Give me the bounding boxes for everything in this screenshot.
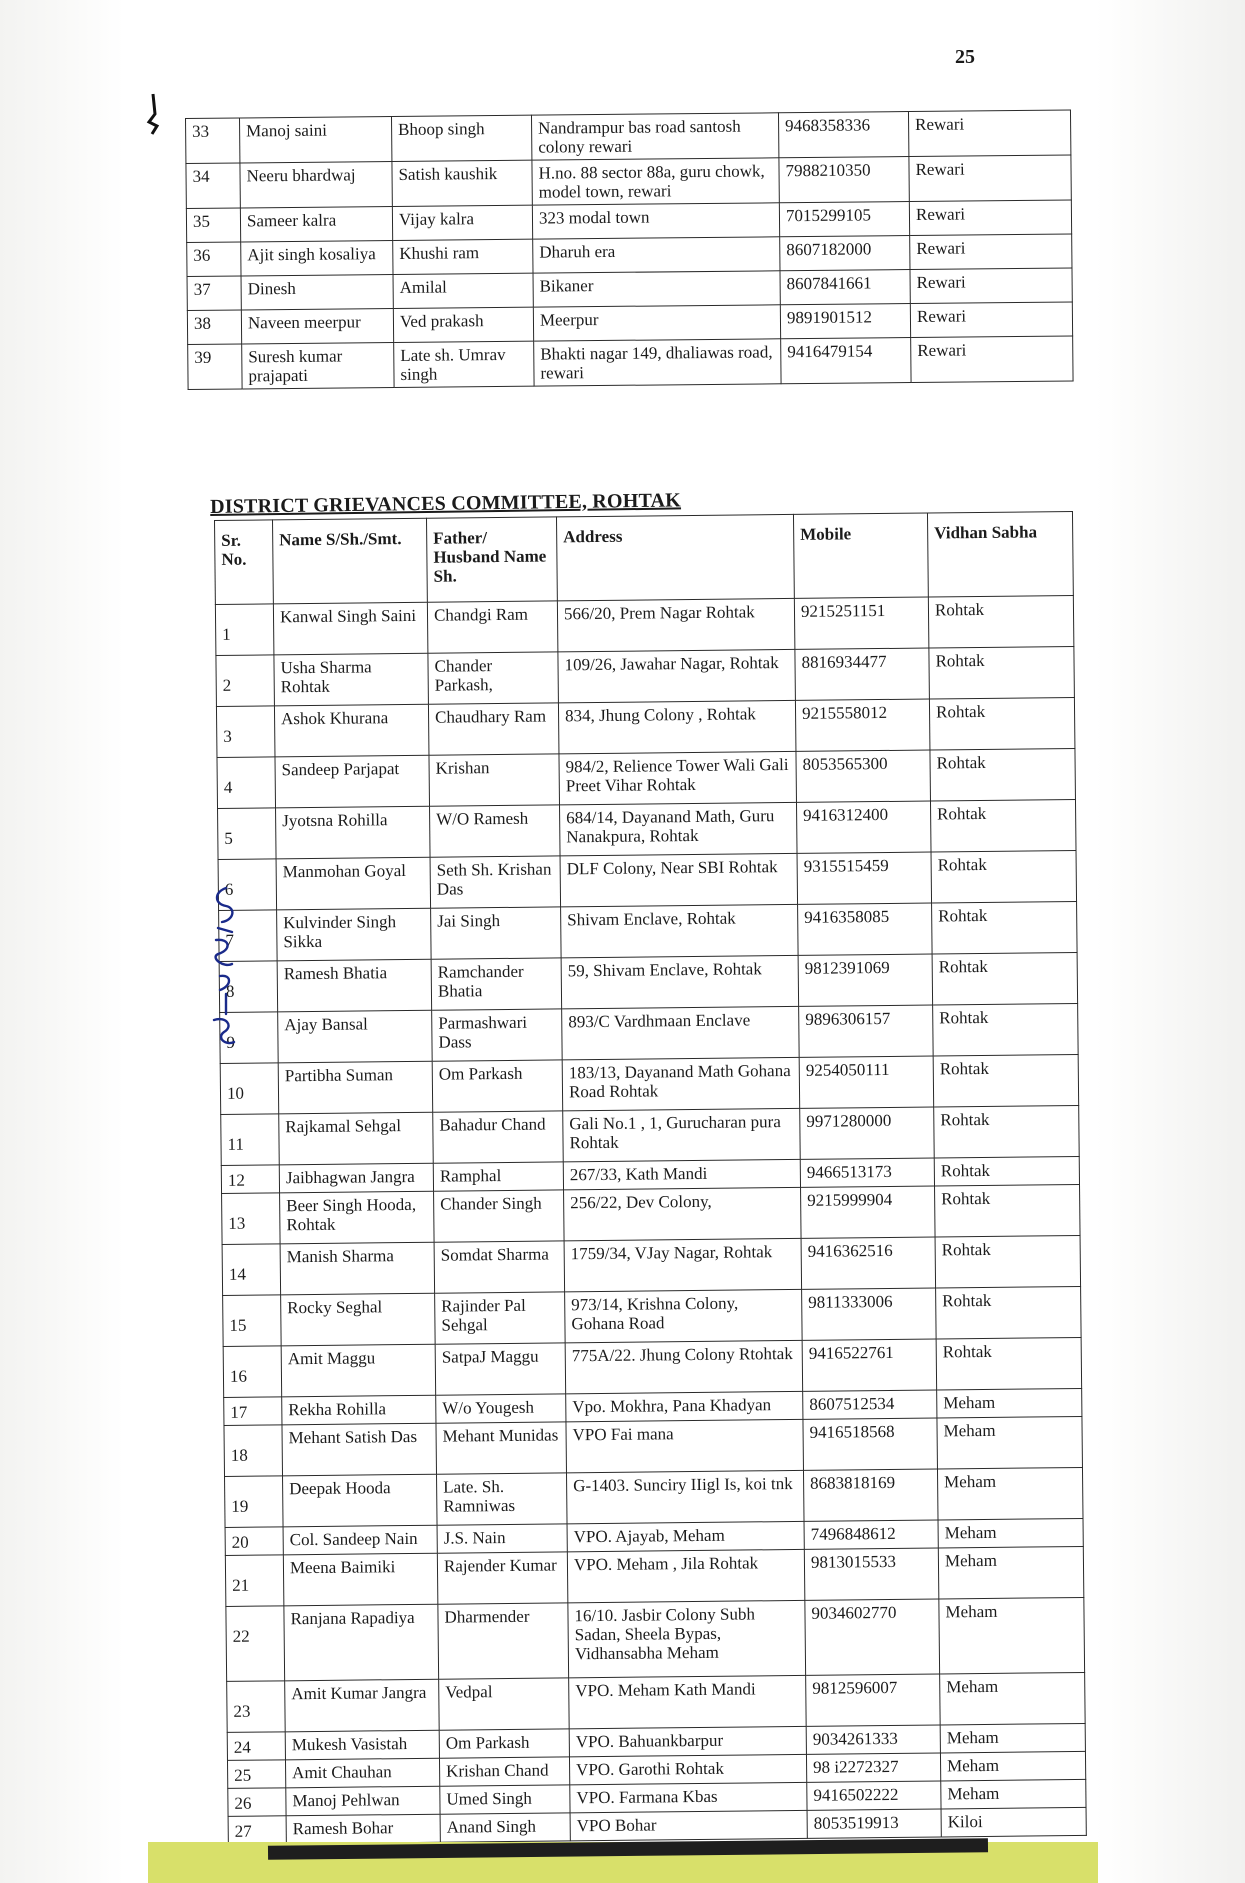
cell-name: Col. Sandeep Nain [283, 1525, 437, 1555]
table-row [225, 1546, 1083, 1606]
cell-mobile: 9215999904 [801, 1186, 936, 1238]
cell-vidhan: Rohtak [936, 1286, 1082, 1339]
cell-vidhan: Rewari [908, 110, 1070, 157]
cell-father: Ved prakash [393, 307, 533, 342]
cell-vidhan: Rewari [911, 336, 1073, 383]
cell-father: Om Parkash [432, 1060, 563, 1112]
cell-vidhan: Rewari [909, 200, 1071, 236]
cell-mobile: 9034602770 [805, 1599, 940, 1675]
cell-sr: 19 [225, 1476, 284, 1528]
cell-sr: 26 [228, 1788, 286, 1817]
cell-name: Ajit singh kosaliya [241, 241, 393, 276]
cell-name: Rajkamal Sehgal [279, 1112, 434, 1165]
cell-vidhan: Rohtak [935, 1235, 1081, 1288]
cell-name: Manish Sharma [280, 1242, 435, 1295]
table-row [223, 1286, 1081, 1346]
cell-mobile: 9811333006 [802, 1288, 937, 1340]
cell-mobile: 7988210350 [779, 157, 909, 203]
cell-father: Chandgi Ram [427, 601, 558, 653]
cell-sr: 7 [219, 910, 278, 962]
cell-sr: 3 [216, 706, 275, 758]
cell-name: Meena Baimiki [283, 1553, 438, 1606]
cell-address: H.no. 88 sector 88a, guru chowk, model town, rewari [532, 158, 779, 205]
cell-sr: 18 [224, 1425, 283, 1477]
cell-father: Bhoop singh [391, 115, 531, 161]
staple-mark-icon [143, 92, 163, 136]
cell-sr: 10 [220, 1063, 279, 1115]
cell-mobile: 8683818169 [803, 1469, 938, 1521]
cell-father: Vedpal [439, 1678, 570, 1730]
cell-name: Beer Singh Hooda, Rohtak [280, 1191, 435, 1244]
table-row [218, 799, 1076, 859]
table-row [218, 850, 1076, 910]
cell-father: Anand Singh [440, 1813, 570, 1842]
cell-vidhan: Meham [941, 1779, 1086, 1809]
cell-address: VPO. Bahuankbarpur [569, 1726, 806, 1756]
cell-vidhan: Meham [940, 1672, 1086, 1725]
cell-father: Chander Parkash, [428, 652, 559, 704]
cell-mobile: 9034261333 [806, 1725, 940, 1754]
cell-vidhan: Meham [937, 1388, 1082, 1418]
cell-father: Krishan [429, 754, 560, 806]
cell-mobile: 8053519913 [807, 1809, 941, 1838]
cell-vidhan: Rohtak [935, 1184, 1081, 1237]
cell-vidhan: Rohtak [930, 748, 1076, 801]
cell-father: Chaudhary Ram [428, 703, 559, 755]
cell-father: Jai Singh [431, 907, 562, 959]
handwritten-signature [196, 880, 242, 1050]
cell-sr: 27 [228, 1816, 286, 1845]
header-father: Father/ Husband Name Sh. [426, 517, 557, 602]
cell-mobile: 9416502222 [807, 1781, 941, 1810]
cell-father: Krishan Chand [439, 1757, 569, 1786]
cell-vidhan: Rohtak [932, 901, 1078, 954]
cell-sr: 36 [187, 242, 241, 277]
table-row [216, 697, 1074, 757]
cell-father: Somdat Sharma [434, 1241, 565, 1293]
cell-mobile: 9416358085 [798, 903, 933, 955]
cell-father: J.S. Nain [437, 1524, 567, 1553]
page-number: 25 [955, 46, 975, 68]
cell-sr: 33 [186, 118, 240, 164]
cell-name: Jaibhagwan Jangra [279, 1163, 433, 1193]
cell-sr: 1 [215, 604, 274, 656]
cell-mobile: 9416479154 [781, 338, 911, 384]
cell-name: Manmohan Goyal [276, 857, 431, 910]
cell-father: Late. Sh. Ramniwas [437, 1473, 568, 1525]
cell-mobile: 9466513173 [800, 1158, 934, 1187]
cell-name: Sameer kalra [240, 207, 392, 242]
cell-mobile: 9971280000 [800, 1107, 935, 1159]
cell-address: Gali No.1 , 1, Gurucharan pura Rohtak [563, 1108, 801, 1161]
cell-name: Jyotsna Rohilla [276, 806, 431, 859]
cell-address: Vpo. Mokhra, Pana Khadyan [566, 1391, 803, 1421]
cell-vidhan: Rohtak [932, 952, 1078, 1005]
cell-vidhan: Meham [940, 1723, 1085, 1753]
cell-vidhan: Rohtak [934, 1156, 1079, 1186]
cell-address: 775A/22. Jhung Colony Rtohtak [565, 1340, 803, 1393]
cell-sr: 9 [220, 1012, 279, 1064]
cell-vidhan: Meham [940, 1751, 1085, 1781]
cell-father: W/o Yougesh [436, 1394, 566, 1423]
table-row [222, 1235, 1080, 1295]
cell-address: 183/13, Dayanand Math Gohana Road Rohtak [562, 1057, 800, 1110]
cell-father: Seth Sh. Krishan Das [430, 856, 561, 908]
cell-mobile: 7496848612 [804, 1520, 938, 1549]
table-row [220, 1003, 1078, 1063]
cell-father: Bahadur Chand [433, 1111, 564, 1163]
cell-mobile: 9416522761 [802, 1339, 937, 1391]
cell-sr: 5 [218, 808, 277, 860]
cell-mobile: 8607512534 [803, 1390, 937, 1419]
cell-address: Nandrampur bas road santosh colony rewari [531, 113, 778, 160]
cell-vidhan: Meham [938, 1518, 1083, 1548]
cell-sr: 23 [227, 1681, 286, 1733]
cell-name: Neeru bhardwaj [240, 162, 392, 208]
cell-address: VPO. Ajayab, Meham [567, 1521, 804, 1551]
cell-sr: 22 [226, 1606, 285, 1682]
cell-name: Usha Sharma Rohtak [274, 653, 429, 706]
cell-vidhan: Rohtak [929, 697, 1075, 750]
cell-name: Ramesh Bhatia [277, 959, 432, 1012]
cell-name: Amit Maggu [281, 1344, 436, 1397]
cell-address: VPO Fai mana [566, 1419, 804, 1472]
rohtak-committee-table [214, 511, 1086, 1845]
table-row [221, 1105, 1079, 1165]
cell-mobile: 9416362516 [801, 1237, 936, 1289]
cell-address: 16/10. Jasbir Colony Subh Sadan, Sheela Bypas, Vidhansabha Meham [568, 1600, 806, 1677]
cell-sr: 2 [216, 655, 275, 707]
cell-sr: 17 [224, 1397, 282, 1426]
cell-address: 984/2, Relience Tower Wali Gali Preet Vihar Rohtak [559, 751, 797, 804]
cell-name: Naveen meerpur [241, 309, 393, 344]
cell-name: Partibha Suman [278, 1061, 433, 1114]
cell-mobile: 9215251151 [794, 597, 929, 649]
cell-sr: 15 [223, 1295, 282, 1347]
cell-sr: 4 [217, 757, 276, 809]
cell-father: Parmashwari Dass [432, 1009, 563, 1061]
continued-table [185, 110, 1073, 390]
cell-sr: 8 [219, 961, 278, 1013]
cell-father: Vijay kalra [392, 205, 532, 240]
cell-mobile: 9254050111 [799, 1056, 934, 1108]
cell-name: Manoj Pehlwan [286, 1786, 440, 1816]
cell-mobile: 8816934477 [795, 648, 930, 700]
cell-father: Satish kaushik [392, 160, 532, 206]
cell-father: Amilal [393, 273, 533, 308]
cell-mobile: 9813015533 [804, 1548, 939, 1600]
cell-mobile: 98 i2272327 [806, 1753, 940, 1782]
cell-vidhan: Rohtak [934, 1105, 1080, 1158]
header-address: Address [556, 514, 794, 600]
cell-sr: 37 [187, 276, 241, 311]
cell-vidhan: Meham [937, 1467, 1083, 1520]
cell-mobile: 7015299105 [779, 202, 909, 237]
cell-name: Kanwal Singh Saini [273, 602, 428, 655]
cell-father: Rajender Kumar [437, 1552, 568, 1604]
cell-mobile: 8607841661 [780, 270, 910, 305]
cell-vidhan: Rohtak [933, 1003, 1079, 1056]
cell-sr: 12 [221, 1165, 279, 1194]
table-row [223, 1337, 1081, 1397]
cell-name: Mehant Satish Das [282, 1423, 437, 1476]
cell-father: Mehant Munidas [436, 1422, 567, 1474]
cell-mobile: 8607182000 [780, 236, 910, 271]
cell-address: 256/22, Dev Colony, [564, 1187, 802, 1240]
table-row [227, 1672, 1085, 1732]
cell-address: DLF Colony, Near SBI Rohtak [560, 853, 798, 906]
cell-sr: 24 [227, 1732, 285, 1761]
cell-address: 566/20, Prem Nagar Rohtak [557, 598, 795, 651]
table-row [215, 596, 1073, 656]
table-row [220, 1054, 1078, 1114]
cell-sr: 25 [227, 1760, 285, 1789]
cell-address: VPO. Garothi Rohtak [569, 1754, 806, 1784]
cell-address: 59, Shivam Enclave, Rohtak [561, 955, 799, 1008]
cell-vidhan: Rohtak [929, 647, 1075, 700]
cell-father: Umed Singh [440, 1785, 570, 1814]
cell-mobile: 9896306157 [799, 1005, 934, 1057]
table-row [222, 1184, 1080, 1244]
cell-address: VPO. Farmana Kbas [570, 1782, 807, 1812]
cell-father: Ramphal [433, 1162, 563, 1191]
cell-father: Chander Singh [434, 1190, 565, 1242]
header-name: Name S/Sh./Smt. [273, 518, 428, 604]
cell-name: Ashok Khurana [274, 704, 429, 757]
cell-sr: 39 [188, 344, 242, 390]
cell-sr: 6 [218, 859, 277, 911]
cell-father: Khushi ram [393, 239, 533, 274]
cell-address: Bikaner [533, 271, 780, 307]
cell-vidhan: Rohtak [930, 799, 1076, 852]
cell-address: 323 modal town [532, 203, 779, 239]
cell-vidhan: Meham [938, 1546, 1084, 1599]
cell-mobile: 8053565300 [796, 750, 931, 802]
cell-vidhan: Rohtak [928, 596, 1074, 649]
table-header-row [215, 512, 1074, 605]
cell-father: SatpaJ Maggu [435, 1343, 566, 1395]
table-row [224, 1416, 1082, 1476]
cell-address: Shivam Enclave, Rohtak [561, 904, 799, 957]
cell-father: W/O Ramesh [430, 805, 561, 857]
cell-mobile: 9812596007 [806, 1674, 941, 1726]
cell-sr: 21 [225, 1555, 284, 1607]
cell-name: Manoj saini [240, 117, 392, 163]
cell-father: Ramchander Bhatia [431, 958, 562, 1010]
cell-vidhan: Kiloi [941, 1807, 1086, 1837]
table-row [219, 901, 1077, 961]
cell-mobile: 9416518568 [803, 1418, 938, 1470]
cell-vidhan: Rohtak [933, 1054, 1079, 1107]
cell-name: Sandeep Parjapat [275, 755, 430, 808]
cell-sr: 14 [222, 1244, 281, 1296]
cell-vidhan: Rewari [910, 302, 1072, 338]
cell-sr: 34 [186, 163, 240, 209]
cell-father: Late sh. Umrav singh [394, 341, 534, 387]
bottom-edge-strip [148, 1842, 1098, 1883]
cell-mobile: 9891901512 [780, 304, 910, 339]
cell-name: Rekha Rohilla [282, 1395, 436, 1425]
table-row [217, 748, 1075, 808]
cell-vidhan: Meham [939, 1597, 1085, 1674]
table-row [188, 336, 1073, 389]
cell-name: Rocky Seghal [281, 1293, 436, 1346]
cell-address: VPO. Meham , Jila Rohtak [567, 1549, 805, 1602]
cell-address: 267/33, Kath Mandi [563, 1159, 800, 1189]
cell-name: Dinesh [241, 275, 393, 310]
cell-address: 973/14, Krishna Colony, Gohana Road [565, 1289, 803, 1342]
cell-address: VPO. Meham Kath Mandi [569, 1675, 807, 1728]
cell-address: Dharuh era [533, 237, 780, 273]
cell-father: Dharmender [438, 1603, 569, 1679]
cell-address: VPO Bohar [570, 1810, 807, 1840]
cell-vidhan: Rewari [910, 234, 1072, 270]
cell-name: Ajay Bansal [278, 1010, 433, 1063]
cell-vidhan: Rohtak [931, 850, 1077, 903]
cell-name: Deepak Hooda [283, 1474, 438, 1527]
cell-name: Ramesh Bohar [286, 1814, 440, 1844]
cell-address: Bhakti nagar 149, dhaliawas road, rewari [534, 339, 781, 386]
cell-sr: 11 [221, 1114, 280, 1166]
cell-vidhan: Rohtak [936, 1337, 1082, 1390]
cell-sr: 35 [186, 208, 240, 243]
cell-address: 1759/34, VJay Nagar, Rohtak [564, 1238, 802, 1291]
cell-mobile: 9468358336 [778, 112, 908, 158]
cell-sr: 16 [223, 1346, 282, 1398]
header-mobile: Mobile [793, 513, 928, 598]
cell-name: Suresh kumar prajapati [242, 343, 394, 389]
cell-vidhan: Rewari [910, 268, 1072, 304]
cell-name: Kulvinder Singh Sikka [277, 908, 432, 961]
cell-vidhan: Meham [937, 1416, 1083, 1469]
section-title: DISTRICT GRIEVANCES COMMITTEE, ROHTAK [210, 489, 682, 518]
table-row [216, 647, 1074, 707]
cell-address: 684/14, Dayanand Math, Guru Nanakpura, Rohtak [560, 802, 798, 855]
cell-address: Meerpur [533, 305, 780, 341]
cell-father: Om Parkash [439, 1729, 569, 1758]
cell-name: Amit Chauhan [285, 1758, 439, 1788]
cell-sr: 13 [222, 1193, 281, 1245]
cell-mobile: 9416312400 [796, 801, 931, 853]
cell-name: Ranjana Rapadiya [284, 1604, 439, 1681]
cell-address: 109/26, Jawahar Nagar, Rohtak [558, 649, 796, 702]
cell-father: Rajinder Pal Sehgal [435, 1292, 566, 1344]
cell-sr: 38 [187, 310, 241, 345]
cell-mobile: 9215558012 [795, 699, 930, 751]
cell-name: Amit Kumar Jangra [285, 1679, 440, 1732]
header-sr: Sr. No. [215, 520, 274, 605]
cell-mobile: 9812391069 [798, 954, 933, 1006]
table-row [225, 1467, 1083, 1527]
cell-name: Mukesh Vasistah [285, 1730, 439, 1760]
table-row [219, 952, 1077, 1012]
cell-vidhan: Rewari [909, 155, 1071, 202]
cell-sr: 20 [225, 1527, 283, 1556]
header-vidhan-sabha: Vidhan Sabha [927, 512, 1073, 598]
cell-address: G-1403. Sunciry IIigl Is, koi tnk [566, 1470, 804, 1523]
table-row [226, 1597, 1085, 1681]
cell-mobile: 9315515459 [797, 852, 932, 904]
cell-address: 893/C Vardhmaan Enclave [562, 1006, 800, 1059]
cell-address: 834, Jhung Colony , Rohtak [558, 700, 796, 753]
